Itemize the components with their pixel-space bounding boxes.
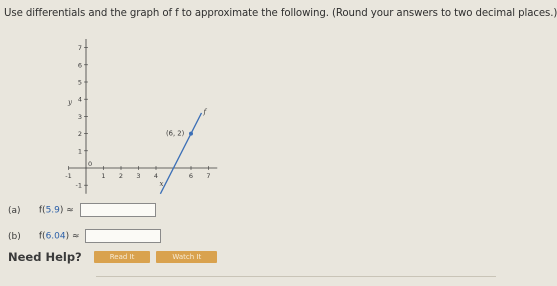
function-graph [60,28,250,198]
y-tick-label-1: 6 [77,61,82,70]
help-section [8,250,223,264]
y-tick-label-6: 1 [77,147,82,156]
y-tick-label-4: 3 [77,112,82,121]
y-tick-label-7: -1 [75,181,82,190]
question-a [8,203,156,217]
question-a-value: 5.9 [45,205,60,216]
x-tick-label-6: 7 [206,172,211,180]
question-b-approx: ) ≈ [65,231,80,242]
read-it-button[interactable]: Read It [94,251,151,263]
instructions-text: Use differentials and the graph of f to approximate the following. (Round your answers to two decimal places.) [4,8,557,19]
y-tick-label-3: 4 [77,95,82,104]
question-b-func: f( [38,231,46,242]
x-tick-label-3: 3 [136,172,141,180]
need-help-label: Need Help? [8,250,82,264]
tangent-line [160,113,201,194]
point-label: (6, 2) [166,129,185,138]
curve-label: f [203,107,207,116]
y-tick-label-5: 2 [77,130,82,139]
question-b-expression [39,232,80,242]
x-tick-label-5: 6 [188,172,194,180]
graph-line [160,113,201,194]
question-a-part: (a) [8,205,21,216]
origin-label: 0 [88,160,93,168]
y-tick-label-0: 7 [77,44,82,53]
watch-it-button[interactable]: Watch It [156,251,217,263]
graph-axes [69,39,218,194]
question-b [8,229,161,243]
y-axis-label: y [68,98,72,107]
question-b-value: 6.04 [45,231,66,242]
x-axis-label: x [159,180,164,188]
answer-input-b[interactable] [85,229,161,243]
x-tick-label-0: -1 [65,172,72,180]
answer-input-a[interactable] [80,203,156,217]
x-tick-label-1: 1 [101,172,106,180]
divider [96,276,496,277]
question-a-func: f( [38,205,46,216]
question-b-part: (b) [8,231,21,242]
question-a-approx: ) ≈ [59,205,74,216]
y-tick-label-2: 5 [77,78,82,87]
x-tick-label-4: 4 [153,172,159,180]
x-tick-label-2: 2 [118,172,124,180]
question-a-expression [39,206,74,216]
point-marker [189,132,193,136]
